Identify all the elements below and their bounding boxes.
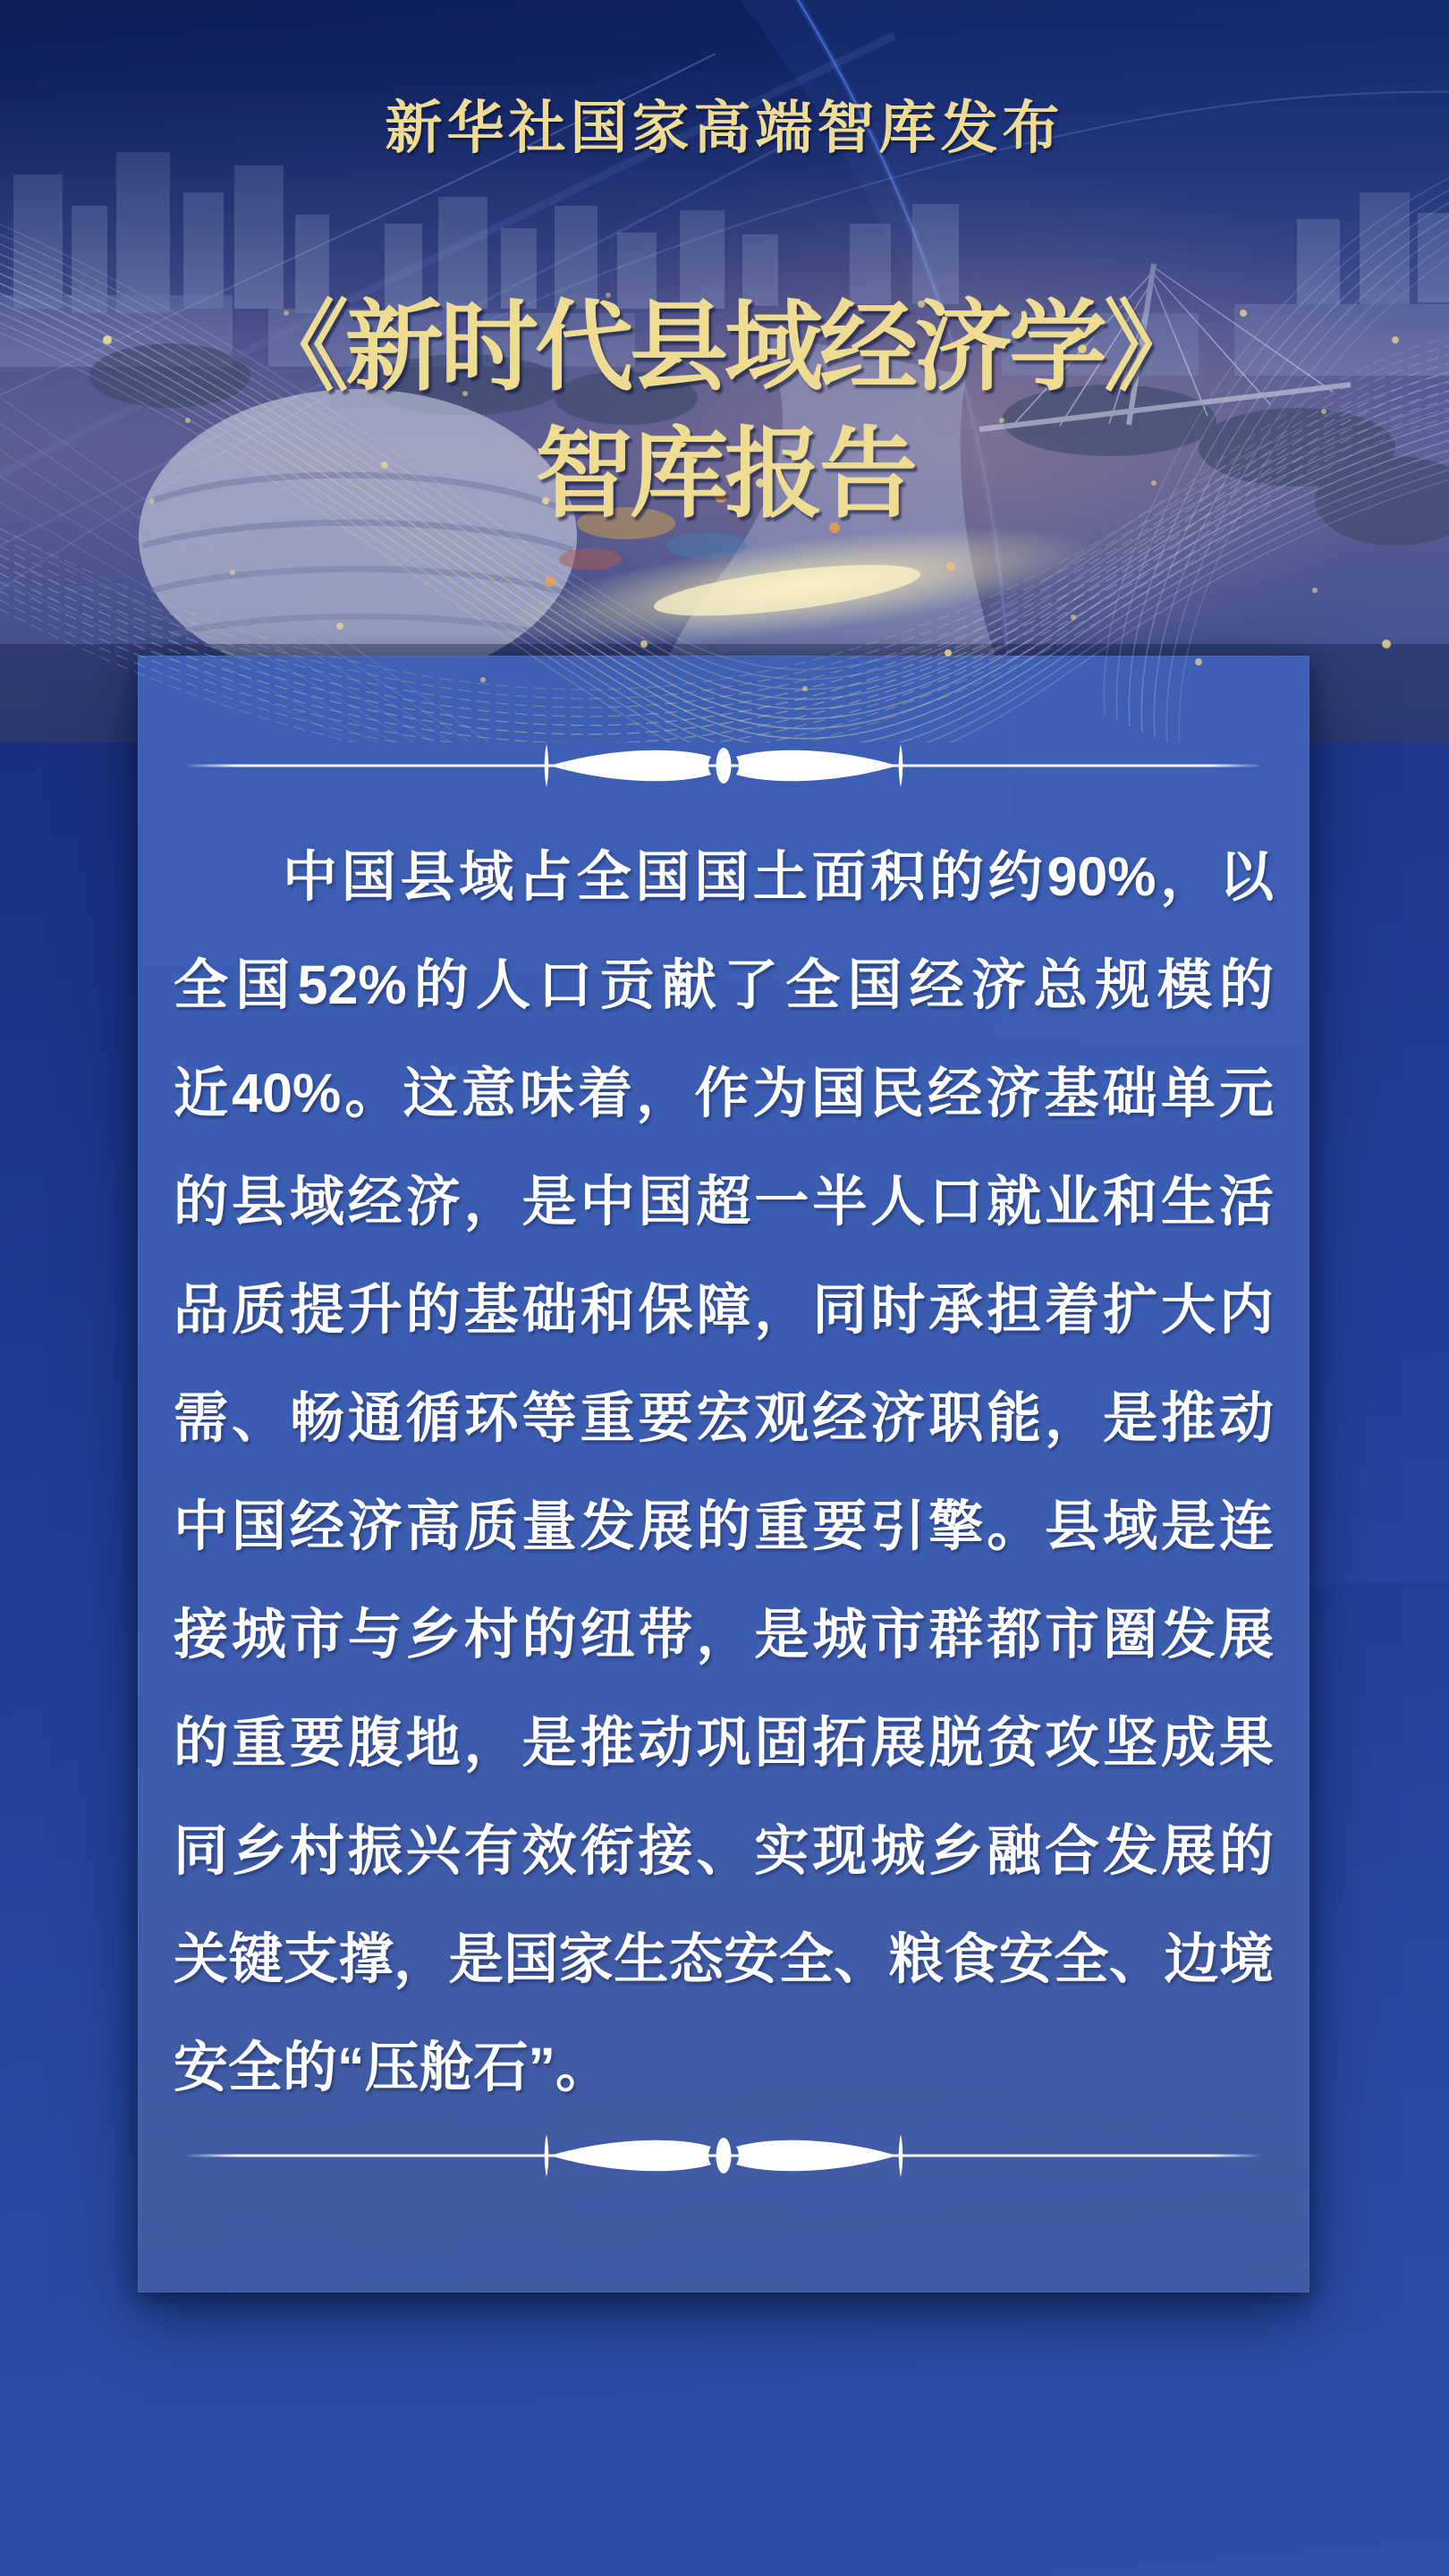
ornamental-divider-top (183, 737, 1264, 794)
title-line-2: 智库报告 (535, 420, 914, 530)
paragraph-line: 关键支撑，是国家生态安全、粮食安全、边境 (174, 1928, 1274, 1989)
title-line-1: 《新时代县域经济学》 (250, 293, 1199, 402)
paragraph-line: 同乡村振兴有效衔接、实现城乡融合发展的 (174, 1820, 1274, 1881)
paragraph-line: 需、畅通循环等重要宏观经济职能，是推动 (174, 1387, 1274, 1448)
paragraph-line: 接城市与乡村的纽带，是城市群都市圈发展 (174, 1604, 1274, 1665)
paragraph-line: 安全的“压舱石”。 (174, 2037, 611, 2097)
paragraph-line: 的县域经济，是中国超一半人口就业和生活 (174, 1171, 1274, 1232)
publisher-label: 新华社国家高端智库发布 (385, 97, 1064, 160)
report-paragraph (174, 823, 1274, 2122)
ornamental-divider-bottom (183, 2127, 1264, 2184)
paragraph-line: 中国经济高质量发展的重要引擎。县域是连 (174, 1496, 1274, 1556)
paragraph-line: 近40%。这意味着，作为国民经济基础单元 (174, 1063, 1274, 1123)
report-card (138, 656, 1309, 2292)
paragraph-line: 品质提升的基础和保障，同时承担着扩大内 (174, 1279, 1274, 1340)
paragraph-line: 中国县域占全国国土面积的约90%，以 (283, 846, 1274, 907)
paragraph-line: 全国52%的人口贡献了全国经济总规模的 (174, 954, 1274, 1015)
paragraph-line: 的重要腹地，是推动巩固拓展脱贫攻坚成果 (174, 1712, 1274, 1773)
poster-title (0, 284, 1449, 538)
